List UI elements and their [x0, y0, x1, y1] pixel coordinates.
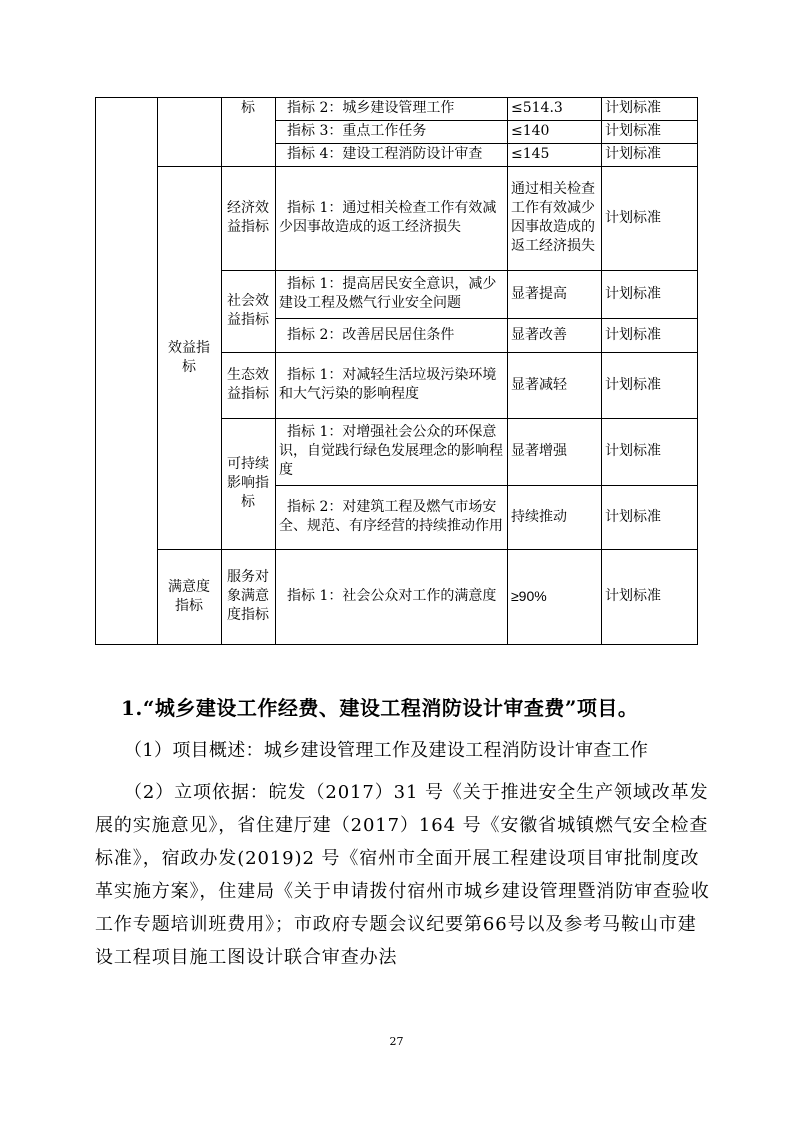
indicator-standard: 计划标准 [605, 376, 661, 393]
indicator-value: 通过相关检查工作有效减少因事故造成的返工经济损失 [511, 181, 595, 254]
table-border-left [95, 97, 96, 645]
indicator-name: 指标 3：重点工作任务 [287, 123, 427, 139]
indicator-value: 持续推动 [511, 508, 567, 525]
level2-benefit: 效益指标 [168, 339, 210, 375]
indicator-standard: 计划标准 [605, 100, 661, 116]
indicator-value: ≤514.3 [511, 100, 563, 116]
level3-economic: 经济效益指标 [227, 200, 269, 235]
indicator-value: 显著减轻 [511, 376, 567, 393]
indicator-name: 指标 1：对增强社会公众的环保意识，自觉践行绿色发展理念的影响程度 [279, 424, 503, 478]
level2-satisfaction: 满意度指标 [168, 578, 210, 614]
project-overview: （1）项目概述：城乡建设管理工作及建设工程消防设计审查工作 [124, 740, 649, 761]
indicator-standard: 计划标准 [605, 146, 661, 162]
indicator-standard: 计划标准 [605, 123, 661, 139]
indicator-name: 指标 1：通过相关检查工作有效减少因事故造成的返工经济损失 [279, 200, 497, 235]
indicator-standard: 计划标准 [605, 326, 661, 343]
indicator-name: 指标 2：改善居民居住条件 [287, 326, 455, 343]
project-basis: （2）立项依据：皖发（2017）31 号《关于推进安全生产领域改革发展的实施意见》，省住建厅建（2017）164 号《安徽省城镇燃气安全检查标准》，宿政办发(2019)2 号《宿州市全面开展工程建设项目审批制度改革实施方案》，住建局《关于申请拨付宿州市城乡建设管理暨消防审查验收工作专题培训班费用》；市政府专题会议纪要第66号以及参考马鞍山市建设工程项目施工图设计联合审查办法 [95, 782, 710, 968]
indicator-standard: 计划标准 [605, 443, 661, 459]
indicator-standard: 计划标准 [605, 285, 661, 302]
section-heading: 1.“城乡建设工作经费、建设工程消防设计审查费”项目。 [121, 696, 639, 720]
level3-social: 社会效益指标 [227, 293, 269, 328]
indicator-value: ≤145 [511, 146, 550, 162]
indicator-value: 显著提高 [511, 285, 567, 302]
page-number: 27 [389, 1035, 404, 1048]
level3-service: 服务对象满意度指标 [227, 569, 269, 623]
indicator-value: 显著改善 [511, 326, 567, 343]
indicator-name: 指标 1：社会公众对工作的满意度 [287, 588, 497, 604]
indicator-name: 指标 1：对减轻生活垃圾污染环境和大气污染的影响程度 [279, 367, 497, 402]
indicator-value: ≥90% [511, 588, 547, 604]
indicator-standard: 计划标准 [605, 508, 661, 525]
level3-ecological: 生态效益指标 [227, 367, 269, 402]
indicator-value: ≤140 [511, 123, 550, 139]
indicator-value: 显著增强 [511, 443, 567, 459]
level3-output-tail: 标 [241, 100, 255, 116]
indicator-name: 指标 2：城乡建设管理工作 [287, 100, 455, 116]
level3-sustainable: 可持续影响指标 [227, 456, 269, 510]
table-border-bottom [95, 644, 698, 645]
table-border-right [697, 97, 698, 645]
indicator-name: 指标 4：建设工程消防设计审查 [287, 146, 483, 162]
indicator-name: 指标 2：对建筑工程及燃气市场安全、规范、有序经营的持续推动作用 [279, 499, 503, 534]
indicator-standard: 计划标准 [605, 209, 661, 226]
indicator-standard: 计划标准 [605, 588, 661, 604]
indicator-name: 指标 1：提高居民安全意识，减少建设工程及燃气行业安全问题 [279, 276, 497, 311]
